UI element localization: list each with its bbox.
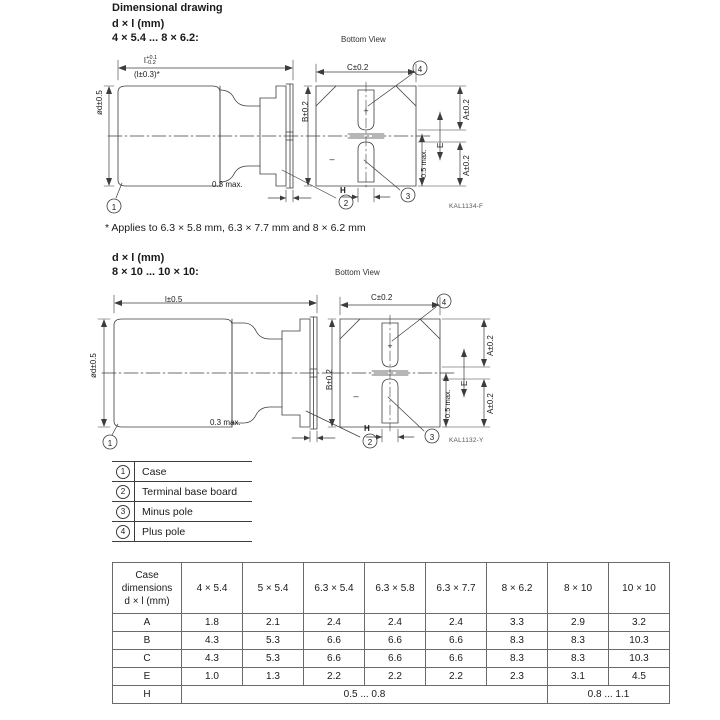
callout-4-number-2: 4 <box>441 298 447 307</box>
table-cell: 6.6 <box>304 632 365 650</box>
row-label: E <box>113 668 182 686</box>
legend-table <box>112 461 252 542</box>
callout-3-number: 3 <box>405 192 411 201</box>
table-row <box>113 614 670 632</box>
dim-diameter-1: ød±0.5 <box>95 90 104 115</box>
table-cell: 1.3 <box>243 668 304 686</box>
legend-row <box>112 461 252 482</box>
column-header: 5 × 5.4 <box>243 563 304 614</box>
block1-unit-label: d × l (mm) <box>112 18 165 30</box>
table-cell: 6.6 <box>426 632 487 650</box>
bottom-view-label-2: Bottom View <box>335 268 380 277</box>
table-cell: 2.4 <box>426 614 487 632</box>
dim-length-1: l +0.1 -0.2 <box>144 55 158 66</box>
table-row-h <box>113 686 670 704</box>
table-corner-cell <box>113 563 182 614</box>
column-header: 4 × 5.4 <box>182 563 243 614</box>
column-header: 8 × 10 <box>548 563 609 614</box>
column-header: 8 × 6.2 <box>487 563 548 614</box>
dim-length-alt-1: (l±0.3)* <box>134 70 160 79</box>
dim-b-1: B±0.2 <box>301 101 310 122</box>
dim-seat-1: 0.3 max. <box>212 180 243 189</box>
drawing-id-1: KAL1134-F <box>449 203 484 210</box>
dim-a-top-2: A±0.2 <box>486 335 495 356</box>
dim-a-top-1: A±0.2 <box>462 99 471 120</box>
legend-number: 3 <box>112 505 134 519</box>
table-cell: 3.1 <box>548 668 609 686</box>
table-cell: 6.6 <box>426 650 487 668</box>
callout-1-number: 1 <box>111 203 117 212</box>
legend-row <box>112 522 252 542</box>
row-label: B <box>113 632 182 650</box>
legend-label: Plus pole <box>142 525 186 538</box>
legend-label: Case <box>142 465 167 478</box>
table-cell: 4.3 <box>182 632 243 650</box>
table-cell: 1.8 <box>182 614 243 632</box>
dim-diameter-2: ød±0.5 <box>89 353 98 378</box>
table-cell: 8.3 <box>487 632 548 650</box>
dim-c-1: C±0.2 <box>347 63 369 72</box>
row-label: C <box>113 650 182 668</box>
table-header-row <box>113 563 670 614</box>
plus-polarity-mark: + <box>363 106 369 116</box>
table-cell: 2.4 <box>365 614 426 632</box>
legend-number: 2 <box>112 485 134 499</box>
column-header: 6.3 × 5.4 <box>304 563 365 614</box>
table-cell: 8.3 <box>487 650 548 668</box>
table-cell: 5.3 <box>243 650 304 668</box>
table-cell: 6.6 <box>365 650 426 668</box>
corner-line-2: dimensions <box>121 582 173 594</box>
dim-gap-1: 0.5 max. <box>419 149 428 178</box>
table-cell: 8.3 <box>548 650 609 668</box>
table-row <box>113 650 670 668</box>
legend-label: Terminal base board <box>142 485 238 498</box>
dim-e-2: E <box>460 380 469 386</box>
dimensional-drawing-2 <box>92 285 602 450</box>
dim-length-2: l±0.5 <box>165 295 183 304</box>
case-dimensions-table <box>112 562 670 704</box>
table-cell: 2.2 <box>426 668 487 686</box>
block1-range-label: 4 × 5.4 ... 8 × 6.2: <box>112 32 199 44</box>
corner-line-3: d × l (mm) <box>124 595 170 607</box>
page-title: Dimensional drawing <box>112 2 223 14</box>
table-cell: 8.3 <box>548 632 609 650</box>
plus-polarity-mark-2: + <box>387 341 393 351</box>
table-cell: 10.3 <box>609 650 670 668</box>
dim-h-1: H <box>340 186 346 195</box>
table-cell: 3.3 <box>487 614 548 632</box>
table-cell: 2.2 <box>304 668 365 686</box>
callout-1-number-2: 1 <box>107 439 113 448</box>
dim-e-1: E <box>436 142 445 148</box>
legend-row <box>112 502 252 522</box>
callout-2-number-2: 2 <box>367 438 373 447</box>
bottom-view-label-1: Bottom View <box>341 35 386 44</box>
table-cell: 2.1 <box>243 614 304 632</box>
h-value-large-cases: 0.8 ... 1.1 <box>548 686 670 704</box>
dim-seat-2: 0.3 max. <box>210 418 241 427</box>
table-cell: 4.5 <box>609 668 670 686</box>
table-cell: 3.2 <box>609 614 670 632</box>
callout-2-number: 2 <box>343 199 349 208</box>
table-row <box>113 668 670 686</box>
table-cell: 1.0 <box>182 668 243 686</box>
dim-gap-2: 0.5 max. <box>443 389 452 418</box>
dim-b-2: B±0.2 <box>325 369 334 390</box>
table-row <box>113 632 670 650</box>
table-cell: 2.3 <box>487 668 548 686</box>
legend-row <box>112 482 252 502</box>
table-cell: 2.2 <box>365 668 426 686</box>
legend-number: 1 <box>112 465 134 479</box>
dim-a-bottom-2: A±0.2 <box>486 393 495 414</box>
table-cell: 10.3 <box>609 632 670 650</box>
table-cell: 6.6 <box>365 632 426 650</box>
table-cell: 6.6 <box>304 650 365 668</box>
table-cell: 2.9 <box>548 614 609 632</box>
h-value-small-cases: 0.5 ... 0.8 <box>182 686 548 704</box>
table-cell: 2.4 <box>304 614 365 632</box>
column-header: 6.3 × 5.8 <box>365 563 426 614</box>
minus-polarity-mark: – <box>329 154 335 164</box>
callout-3-number-2: 3 <box>429 433 435 442</box>
block2-unit-label: d × l (mm) <box>112 252 165 264</box>
legend-label: Minus pole <box>142 505 193 518</box>
table-cell: 4.3 <box>182 650 243 668</box>
dim-c-2: C±0.2 <box>371 293 393 302</box>
table-cell: 5.3 <box>243 632 304 650</box>
row-label: H <box>113 686 182 704</box>
callout-4-number: 4 <box>417 65 423 74</box>
dim-a-bottom-1: A±0.2 <box>462 155 471 176</box>
row-label: A <box>113 614 182 632</box>
dimensional-drawing-1 <box>100 50 600 215</box>
footnote: * Applies to 6.3 × 5.8 mm, 6.3 × 7.7 mm and 8 × 6.2 mm <box>105 222 366 234</box>
column-header: 10 × 10 <box>609 563 670 614</box>
legend-number: 4 <box>112 525 134 539</box>
dim-h-2: H <box>364 424 370 433</box>
corner-line-1: Case <box>135 569 159 581</box>
block2-range-label: 8 × 10 ... 10 × 10: <box>112 266 199 278</box>
drawing-id-2: KAL1132-Y <box>449 437 484 444</box>
minus-polarity-mark-2: – <box>353 391 359 401</box>
column-header: 6.3 × 7.7 <box>426 563 487 614</box>
